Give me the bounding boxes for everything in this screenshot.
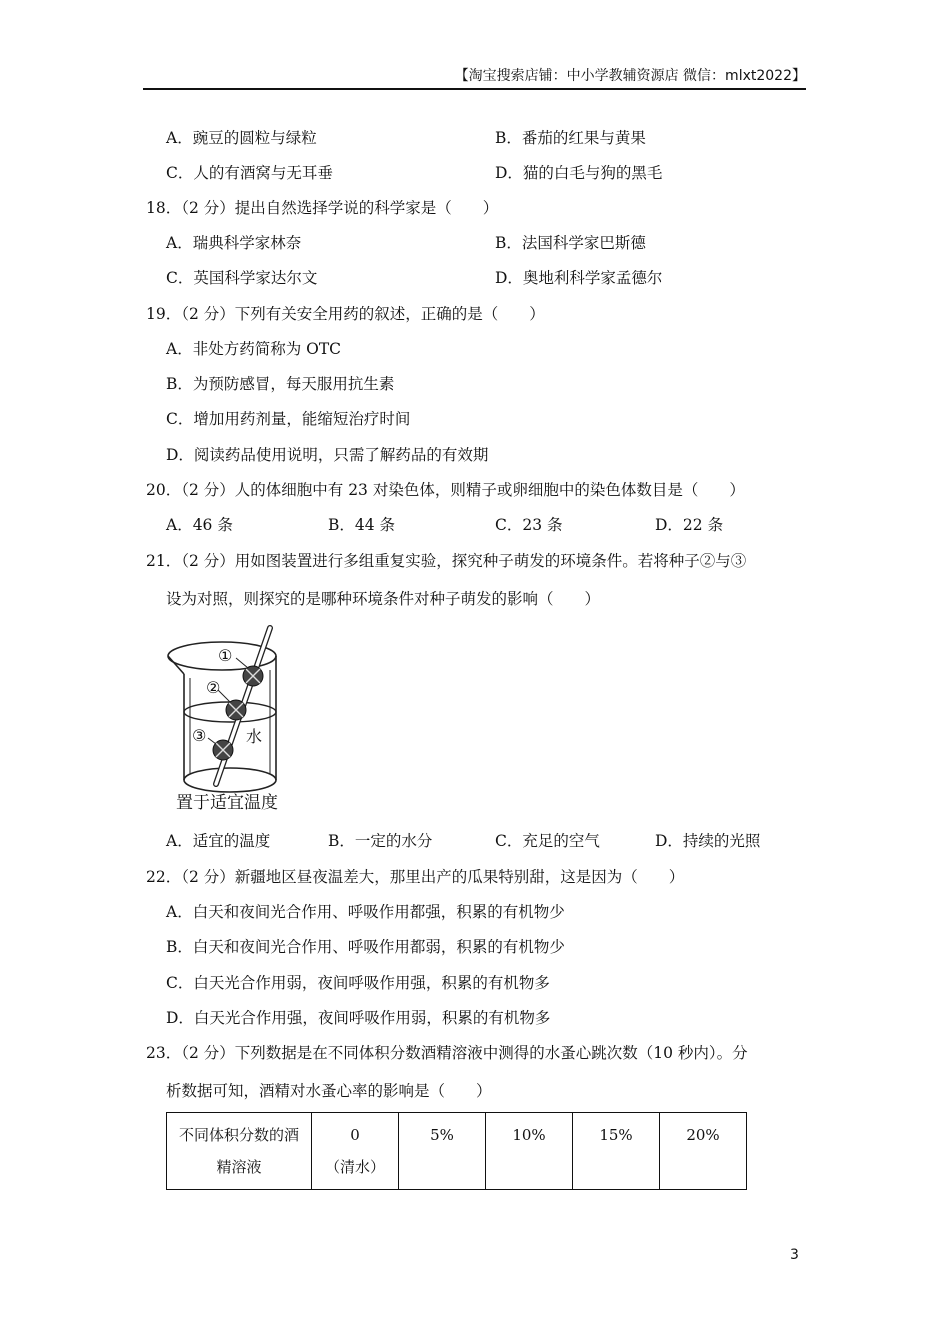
- q18-option-d: D．奥地利科学家孟德尔: [495, 269, 663, 287]
- figure-label-3: ③: [192, 726, 207, 745]
- q19-option-c: C．增加用药剂量，能缩短治疗时间: [166, 410, 411, 428]
- q21-option-c: C．充足的空气: [495, 832, 600, 850]
- figure-caption: 置于适宜温度: [176, 793, 278, 813]
- row-header-line2: 精溶液: [216, 1158, 262, 1176]
- table-col-20: 20%: [660, 1113, 747, 1190]
- q22-stem: 22．（2 分）新疆地区昼夜温差大，那里出产的瓜果特别甜，这是因为（ ）: [146, 868, 685, 886]
- header-text: 【淘宝搜索店铺：中小学教辅资源店 微信：mlxt2022】: [454, 68, 806, 84]
- q21-option-a: A．适宜的温度: [166, 832, 271, 850]
- q19-option-d: D．阅读药品使用说明，只需了解药品的有效期: [166, 446, 489, 464]
- q21-option-b: B．一定的水分: [328, 832, 433, 850]
- q21-option-d: D．持续的光照: [655, 832, 761, 850]
- table-col-10: 10%: [486, 1113, 573, 1190]
- table-col-0: [312, 1113, 399, 1190]
- table-row: [167, 1113, 747, 1190]
- page-header: [143, 66, 806, 90]
- table-row-header: [167, 1113, 312, 1190]
- col0-line2: （清水）: [324, 1158, 385, 1176]
- q23-stem-line1: 23．（2 分）下列数据是在不同体积分数酒精溶液中测得的水蚤心跳次数（10 秒内）。分: [146, 1044, 748, 1062]
- q19-option-a: A．非处方药简称为 OTC: [166, 340, 342, 358]
- table-col-5: 5%: [399, 1113, 486, 1190]
- figure-label-1: ①: [218, 646, 233, 665]
- q19-option-b: B．为预防感冒，每天服用抗生素: [166, 375, 395, 393]
- alcohol-data-table: [166, 1112, 747, 1190]
- q17-option-a: A．豌豆的圆粒与绿粒: [166, 129, 317, 147]
- q22-option-c: C．白天光合作用弱，夜间呼吸作用强，积累的有机物多: [166, 974, 550, 992]
- q20-option-b: B．44 条: [328, 516, 396, 534]
- col0-line1: 0: [350, 1126, 360, 1144]
- page-number: 3: [790, 1247, 799, 1263]
- table-col-15: 15%: [573, 1113, 660, 1190]
- q18-option-b: B．法国科学家巴斯德: [495, 234, 646, 252]
- figure-label-2: ②: [206, 678, 221, 697]
- row-header-line1: 不同体积分数的酒: [178, 1126, 299, 1144]
- q17-option-d: D．猫的白毛与狗的黑毛: [495, 164, 663, 182]
- q21-stem-line2: 设为对照，则探究的是哪种环境条件对种子萌发的影响（ ）: [166, 590, 601, 608]
- q18-stem: 18．（2 分）提出自然选择学说的科学家是（ ）: [146, 199, 499, 217]
- q17-option-b: B．番茄的红果与黄果: [495, 129, 646, 147]
- q23-stem-line2: 析数据可知，酒精对水蚤心率的影响是（ ）: [166, 1082, 492, 1100]
- q20-option-c: C．23 条: [495, 516, 563, 534]
- q18-option-c: C．英国科学家达尔文: [166, 269, 318, 287]
- q22-option-b: B．白天和夜间光合作用、呼吸作用都弱，积累的有机物少: [166, 938, 565, 956]
- seed-germination-figure: [166, 624, 296, 814]
- q19-stem: 19．（2 分）下列有关安全用药的叙述，正确的是（ ）: [146, 305, 545, 323]
- q22-option-d: D．白天光合作用强，夜间呼吸作用弱，积累的有机物多: [166, 1009, 551, 1027]
- figure-water-label: 水: [246, 727, 263, 746]
- q20-option-d: D．22 条: [655, 516, 724, 534]
- q18-option-a: A．瑞典科学家林奈: [166, 234, 302, 252]
- q20-stem: 20．（2 分）人的体细胞中有 23 对染色体，则精子或卵细胞中的染色体数目是（ ）: [146, 481, 745, 499]
- q22-option-a: A．白天和夜间光合作用、呼吸作用都强，积累的有机物少: [166, 903, 565, 921]
- q21-stem-line1: 21．（2 分）用如图装置进行多组重复实验，探究种子萌发的环境条件。若将种子②与③: [146, 552, 747, 570]
- q20-option-a: A．46 条: [166, 516, 233, 534]
- q17-option-c: C．人的有酒窝与无耳垂: [166, 164, 333, 182]
